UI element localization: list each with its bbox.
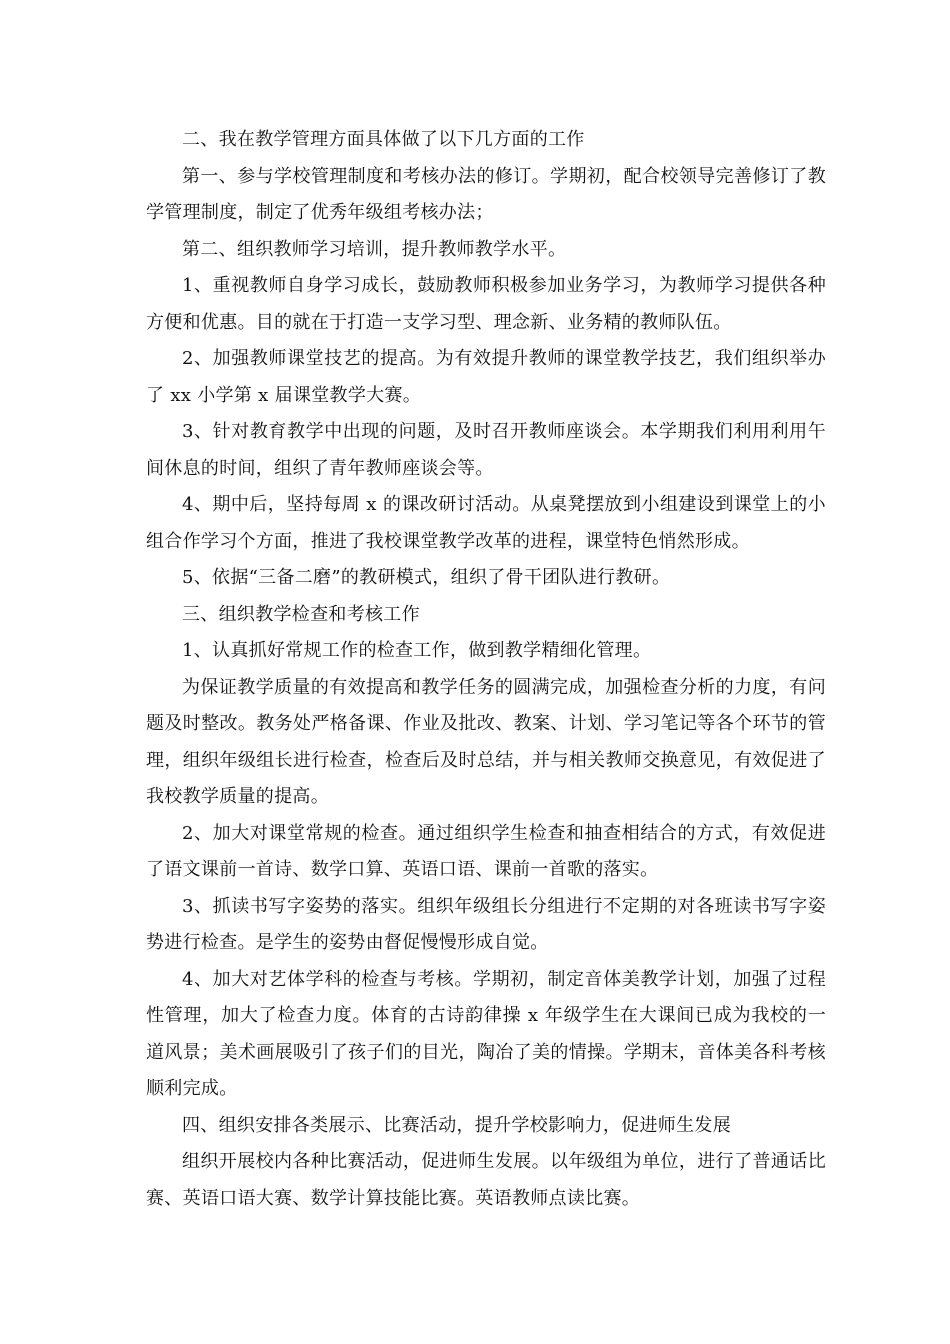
paragraph: 为保证教学质量的有效提高和教学任务的圆满完成，加强检查分析的力度，有问题及时整改。教务处严格备课、作业及批改、教案、计划、学习笔记等各个环节的管理，组织年级组长进行检查，检查后及时总结，并与相关教师交换意见，有效促进了我校教学质量的提高。 [146,676,826,807]
paragraph: 3、针对教育教学中出现的问题，及时召开教师座谈会。本学期我们利用利用午间休息的时间，组织了青年教师座谈会等。 [146,421,826,479]
section-heading-2: 二、我在教学管理方面具体做了以下几方面的工作 [182,129,585,150]
section-heading-3: 三、组织教学检查和考核工作 [182,603,420,625]
paragraph: 第一、参与学校管理制度和考核办法的修订。学期初，配合校领导完善修订了教学管理制度，制定了优秀年级组考核办法； [146,165,826,223]
paragraph: 2、加强教师课堂技艺的提高。为有效提升教师的课堂教学技艺，我们组织举办了 xx 小学第 x 届课堂教学大赛。 [146,348,826,406]
paragraph: 2、加大对课堂常规的检查。通过组织学生检查和抽查相结合的方式，有效促进了语文课前一首诗、数学口算、英语口语、课前一首歌的落实。 [146,822,826,880]
paragraph: 1、重视教师自身学习成长，鼓励教师积极参加业务学习，为教师学习提供各种方便和优惠。目的就在于打造一支学习型、理念新、业务精的教师队伍。 [146,275,826,333]
paragraph: 5、依据“三备二磨”的教研模式，组织了骨干团队进行教研。 [182,567,671,588]
paragraph: 4、加大对艺体学科的检查与考核。学期初，制定音体美教学计划，加强了过程性管理，加大了检查力度。体育的古诗韵律操 x 年级学生在大课间已成为我校的一道风景；美术画展吸引了孩子们的目光，陶冶了美的情操。学期末，音体美各科考核顺利完成。 [146,968,826,1099]
paragraph: 组织开展校内各种比赛活动，促进师生发展。以年级组为单位，进行了普通话比赛、英语口语大赛、数学计算技能比赛。英语教师点读比赛。 [146,1151,826,1209]
paragraph: 3、抓读书写字姿势的落实。组织年级组长分组进行不定期的对各班读书写字姿势进行检查。是学生的姿势由督促慢慢形成自觉。 [146,895,826,953]
paragraph: 第二、组织教师学习培训，提升教师教学水平。 [182,238,567,260]
paragraph: 4、期中后，坚持每周 x 的课改研讨活动。从桌凳摆放到小组建设到课堂上的小组合作学习个方面，推进了我校课堂教学改革的进程，课堂特色悄然形成。 [146,494,826,552]
section-heading-4: 四、组织安排各类展示、比赛活动，提升学校影响力，促进师生发展 [182,1114,731,1136]
document-body [146,122,826,1217]
paragraph: 1、认真抓好常规工作的检查工作，做到教学精细化管理。 [182,640,652,661]
